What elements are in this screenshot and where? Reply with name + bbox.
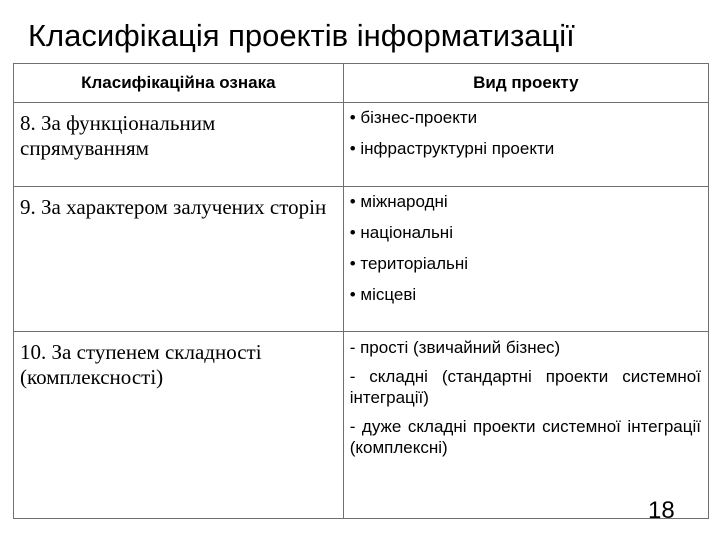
list-item: - дуже складні проекти системної інтеграції (комплексні) [349,417,701,457]
list-item: • інфраструктурні проекти [349,139,555,158]
page-number: 18 [648,497,675,524]
table-header-row [14,64,709,103]
list-item: - прості (звичайний бізнес) [349,338,561,357]
classification-table [13,63,709,519]
list-item: - складні (стандартні проекти системної інтеграції) [349,367,701,407]
values-cell [343,103,708,187]
feature-cell: 10. За ступенем складності (комплексності) [14,332,344,519]
list-item: • міжнародні [349,192,448,211]
values-cell [343,332,708,519]
table-row [14,103,709,187]
feature-cell: 9. За характером залучених сторін [14,187,344,332]
list-item: • територіальні [349,254,469,273]
column-header-project-type: Вид проекту [343,64,708,103]
values-cell [343,187,708,332]
list-item: • національні [349,223,453,242]
list-item: • місцеві [349,285,417,304]
table-row [14,332,709,519]
column-header-feature: Класифікаційна ознака [14,64,344,103]
feature-cell: 8. За функціональним спрямуванням [14,103,344,187]
list-item: • бізнес-проекти [349,108,478,127]
slide-title: Класифікація проектів інформатизації [28,18,575,53]
table-row [14,187,709,332]
